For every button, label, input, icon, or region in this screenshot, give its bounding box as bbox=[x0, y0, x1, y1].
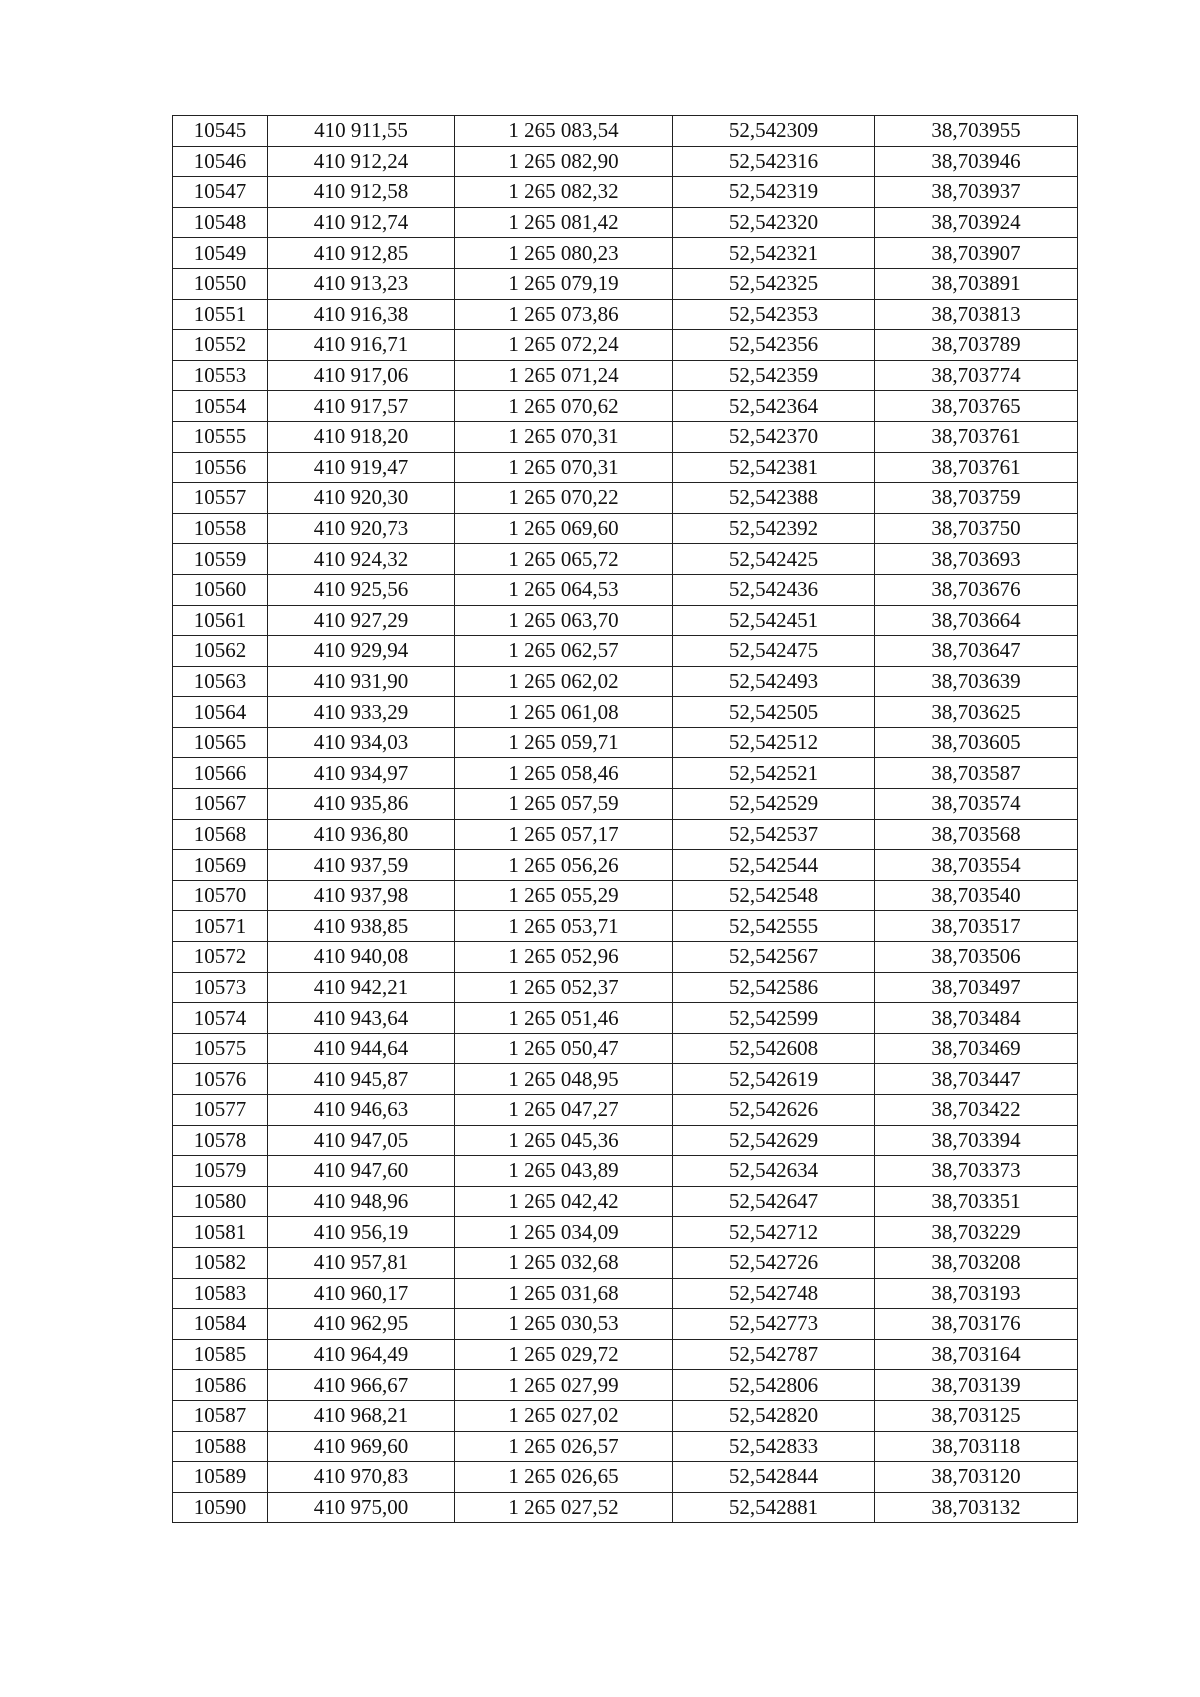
y-coordinate-cell: 1 265 056,26 bbox=[455, 850, 673, 881]
table-row bbox=[173, 299, 1078, 330]
longitude-cell: 38,703937 bbox=[875, 177, 1078, 208]
point-number-cell: 10552 bbox=[173, 330, 268, 361]
longitude-cell: 38,703750 bbox=[875, 513, 1078, 544]
y-coordinate-cell: 1 265 081,42 bbox=[455, 207, 673, 238]
x-coordinate-cell: 410 945,87 bbox=[268, 1064, 455, 1095]
latitude-cell: 52,542475 bbox=[673, 636, 875, 667]
x-coordinate-cell: 410 917,06 bbox=[268, 360, 455, 391]
longitude-cell: 38,703351 bbox=[875, 1186, 1078, 1217]
longitude-cell: 38,703693 bbox=[875, 544, 1078, 575]
point-number-cell: 10549 bbox=[173, 238, 268, 269]
latitude-cell: 52,542353 bbox=[673, 299, 875, 330]
point-number-cell: 10560 bbox=[173, 574, 268, 605]
point-number-cell: 10582 bbox=[173, 1247, 268, 1278]
table-row bbox=[173, 146, 1078, 177]
table-row bbox=[173, 177, 1078, 208]
x-coordinate-cell: 410 933,29 bbox=[268, 697, 455, 728]
point-number-cell: 10548 bbox=[173, 207, 268, 238]
x-coordinate-cell: 410 920,73 bbox=[268, 513, 455, 544]
longitude-cell: 38,703647 bbox=[875, 636, 1078, 667]
x-coordinate-cell: 410 943,64 bbox=[268, 1003, 455, 1034]
point-number-cell: 10554 bbox=[173, 391, 268, 422]
table-row bbox=[173, 483, 1078, 514]
table-row bbox=[173, 666, 1078, 697]
table-row bbox=[173, 452, 1078, 483]
table-row bbox=[173, 789, 1078, 820]
x-coordinate-cell: 410 935,86 bbox=[268, 789, 455, 820]
y-coordinate-cell: 1 265 072,24 bbox=[455, 330, 673, 361]
longitude-cell: 38,703517 bbox=[875, 911, 1078, 942]
table-row bbox=[173, 1095, 1078, 1126]
y-coordinate-cell: 1 265 031,68 bbox=[455, 1278, 673, 1309]
table-row bbox=[173, 574, 1078, 605]
x-coordinate-cell: 410 912,85 bbox=[268, 238, 455, 269]
table-row bbox=[173, 1186, 1078, 1217]
x-coordinate-cell: 410 947,05 bbox=[268, 1125, 455, 1156]
point-number-cell: 10546 bbox=[173, 146, 268, 177]
table-row bbox=[173, 1125, 1078, 1156]
y-coordinate-cell: 1 265 061,08 bbox=[455, 697, 673, 728]
latitude-cell: 52,542544 bbox=[673, 850, 875, 881]
point-number-cell: 10573 bbox=[173, 972, 268, 1003]
table-row bbox=[173, 1370, 1078, 1401]
latitude-cell: 52,542787 bbox=[673, 1339, 875, 1370]
point-number-cell: 10580 bbox=[173, 1186, 268, 1217]
y-coordinate-cell: 1 265 052,37 bbox=[455, 972, 673, 1003]
point-number-cell: 10551 bbox=[173, 299, 268, 330]
y-coordinate-cell: 1 265 026,57 bbox=[455, 1431, 673, 1462]
x-coordinate-cell: 410 940,08 bbox=[268, 942, 455, 973]
point-number-cell: 10558 bbox=[173, 513, 268, 544]
longitude-cell: 38,703506 bbox=[875, 942, 1078, 973]
latitude-cell: 52,542833 bbox=[673, 1431, 875, 1462]
longitude-cell: 38,703422 bbox=[875, 1095, 1078, 1126]
table-row bbox=[173, 1462, 1078, 1493]
point-number-cell: 10545 bbox=[173, 116, 268, 147]
point-number-cell: 10569 bbox=[173, 850, 268, 881]
y-coordinate-cell: 1 265 062,02 bbox=[455, 666, 673, 697]
latitude-cell: 52,542647 bbox=[673, 1186, 875, 1217]
latitude-cell: 52,542521 bbox=[673, 758, 875, 789]
x-coordinate-cell: 410 924,32 bbox=[268, 544, 455, 575]
latitude-cell: 52,542364 bbox=[673, 391, 875, 422]
point-number-cell: 10588 bbox=[173, 1431, 268, 1462]
latitude-cell: 52,542512 bbox=[673, 727, 875, 758]
latitude-cell: 52,542425 bbox=[673, 544, 875, 575]
x-coordinate-cell: 410 975,00 bbox=[268, 1492, 455, 1523]
point-number-cell: 10570 bbox=[173, 880, 268, 911]
y-coordinate-cell: 1 265 050,47 bbox=[455, 1033, 673, 1064]
y-coordinate-cell: 1 265 027,99 bbox=[455, 1370, 673, 1401]
y-coordinate-cell: 1 265 032,68 bbox=[455, 1247, 673, 1278]
latitude-cell: 52,542548 bbox=[673, 880, 875, 911]
x-coordinate-cell: 410 964,49 bbox=[268, 1339, 455, 1370]
longitude-cell: 38,703605 bbox=[875, 727, 1078, 758]
latitude-cell: 52,542586 bbox=[673, 972, 875, 1003]
x-coordinate-cell: 410 970,83 bbox=[268, 1462, 455, 1493]
table-row bbox=[173, 1309, 1078, 1340]
table-row bbox=[173, 1003, 1078, 1034]
point-number-cell: 10555 bbox=[173, 421, 268, 452]
point-number-cell: 10564 bbox=[173, 697, 268, 728]
point-number-cell: 10578 bbox=[173, 1125, 268, 1156]
y-coordinate-cell: 1 265 034,09 bbox=[455, 1217, 673, 1248]
y-coordinate-cell: 1 265 057,59 bbox=[455, 789, 673, 820]
table-row bbox=[173, 972, 1078, 1003]
x-coordinate-cell: 410 942,21 bbox=[268, 972, 455, 1003]
point-number-cell: 10590 bbox=[173, 1492, 268, 1523]
x-coordinate-cell: 410 934,03 bbox=[268, 727, 455, 758]
x-coordinate-cell: 410 916,38 bbox=[268, 299, 455, 330]
longitude-cell: 38,703469 bbox=[875, 1033, 1078, 1064]
y-coordinate-cell: 1 265 057,17 bbox=[455, 819, 673, 850]
latitude-cell: 52,542726 bbox=[673, 1247, 875, 1278]
latitude-cell: 52,542381 bbox=[673, 452, 875, 483]
longitude-cell: 38,703813 bbox=[875, 299, 1078, 330]
latitude-cell: 52,542493 bbox=[673, 666, 875, 697]
table-row bbox=[173, 513, 1078, 544]
longitude-cell: 38,703765 bbox=[875, 391, 1078, 422]
x-coordinate-cell: 410 925,56 bbox=[268, 574, 455, 605]
table-row bbox=[173, 1339, 1078, 1370]
y-coordinate-cell: 1 265 043,89 bbox=[455, 1156, 673, 1187]
latitude-cell: 52,542436 bbox=[673, 574, 875, 605]
longitude-cell: 38,703761 bbox=[875, 452, 1078, 483]
table-row bbox=[173, 636, 1078, 667]
point-number-cell: 10583 bbox=[173, 1278, 268, 1309]
point-number-cell: 10572 bbox=[173, 942, 268, 973]
longitude-cell: 38,703373 bbox=[875, 1156, 1078, 1187]
x-coordinate-cell: 410 969,60 bbox=[268, 1431, 455, 1462]
y-coordinate-cell: 1 265 030,53 bbox=[455, 1309, 673, 1340]
x-coordinate-cell: 410 948,96 bbox=[268, 1186, 455, 1217]
y-coordinate-cell: 1 265 055,29 bbox=[455, 880, 673, 911]
latitude-cell: 52,542320 bbox=[673, 207, 875, 238]
longitude-cell: 38,703568 bbox=[875, 819, 1078, 850]
x-coordinate-cell: 410 920,30 bbox=[268, 483, 455, 514]
y-coordinate-cell: 1 265 047,27 bbox=[455, 1095, 673, 1126]
x-coordinate-cell: 410 966,67 bbox=[268, 1370, 455, 1401]
x-coordinate-cell: 410 919,47 bbox=[268, 452, 455, 483]
latitude-cell: 52,542321 bbox=[673, 238, 875, 269]
longitude-cell: 38,703587 bbox=[875, 758, 1078, 789]
table-row bbox=[173, 544, 1078, 575]
table-row bbox=[173, 911, 1078, 942]
coordinates-table bbox=[172, 115, 1078, 1523]
longitude-cell: 38,703924 bbox=[875, 207, 1078, 238]
point-number-cell: 10585 bbox=[173, 1339, 268, 1370]
longitude-cell: 38,703497 bbox=[875, 972, 1078, 1003]
y-coordinate-cell: 1 265 027,52 bbox=[455, 1492, 673, 1523]
latitude-cell: 52,542325 bbox=[673, 268, 875, 299]
latitude-cell: 52,542748 bbox=[673, 1278, 875, 1309]
x-coordinate-cell: 410 931,90 bbox=[268, 666, 455, 697]
coordinates-table-body bbox=[173, 116, 1078, 1523]
latitude-cell: 52,542555 bbox=[673, 911, 875, 942]
x-coordinate-cell: 410 936,80 bbox=[268, 819, 455, 850]
x-coordinate-cell: 410 912,58 bbox=[268, 177, 455, 208]
table-row bbox=[173, 421, 1078, 452]
latitude-cell: 52,542629 bbox=[673, 1125, 875, 1156]
y-coordinate-cell: 1 265 082,90 bbox=[455, 146, 673, 177]
point-number-cell: 10565 bbox=[173, 727, 268, 758]
y-coordinate-cell: 1 265 083,54 bbox=[455, 116, 673, 147]
longitude-cell: 38,703664 bbox=[875, 605, 1078, 636]
y-coordinate-cell: 1 265 063,70 bbox=[455, 605, 673, 636]
y-coordinate-cell: 1 265 080,23 bbox=[455, 238, 673, 269]
longitude-cell: 38,703759 bbox=[875, 483, 1078, 514]
x-coordinate-cell: 410 927,29 bbox=[268, 605, 455, 636]
table-row bbox=[173, 1278, 1078, 1309]
table-row bbox=[173, 1064, 1078, 1095]
longitude-cell: 38,703639 bbox=[875, 666, 1078, 697]
point-number-cell: 10553 bbox=[173, 360, 268, 391]
y-coordinate-cell: 1 265 070,31 bbox=[455, 452, 673, 483]
table-row bbox=[173, 1431, 1078, 1462]
table-row bbox=[173, 207, 1078, 238]
latitude-cell: 52,542451 bbox=[673, 605, 875, 636]
table-row bbox=[173, 850, 1078, 881]
y-coordinate-cell: 1 265 027,02 bbox=[455, 1400, 673, 1431]
longitude-cell: 38,703229 bbox=[875, 1217, 1078, 1248]
y-coordinate-cell: 1 265 042,42 bbox=[455, 1186, 673, 1217]
table-row bbox=[173, 727, 1078, 758]
x-coordinate-cell: 410 916,71 bbox=[268, 330, 455, 361]
longitude-cell: 38,703761 bbox=[875, 421, 1078, 452]
latitude-cell: 52,542537 bbox=[673, 819, 875, 850]
latitude-cell: 52,542881 bbox=[673, 1492, 875, 1523]
point-number-cell: 10559 bbox=[173, 544, 268, 575]
point-number-cell: 10550 bbox=[173, 268, 268, 299]
table-row bbox=[173, 116, 1078, 147]
table-row bbox=[173, 1217, 1078, 1248]
point-number-cell: 10547 bbox=[173, 177, 268, 208]
longitude-cell: 38,703193 bbox=[875, 1278, 1078, 1309]
y-coordinate-cell: 1 265 079,19 bbox=[455, 268, 673, 299]
point-number-cell: 10563 bbox=[173, 666, 268, 697]
latitude-cell: 52,542319 bbox=[673, 177, 875, 208]
y-coordinate-cell: 1 265 082,32 bbox=[455, 177, 673, 208]
longitude-cell: 38,703789 bbox=[875, 330, 1078, 361]
table-row bbox=[173, 758, 1078, 789]
point-number-cell: 10556 bbox=[173, 452, 268, 483]
longitude-cell: 38,703540 bbox=[875, 880, 1078, 911]
longitude-cell: 38,703139 bbox=[875, 1370, 1078, 1401]
table-row bbox=[173, 391, 1078, 422]
latitude-cell: 52,542359 bbox=[673, 360, 875, 391]
table-row bbox=[173, 1156, 1078, 1187]
longitude-cell: 38,703554 bbox=[875, 850, 1078, 881]
latitude-cell: 52,542619 bbox=[673, 1064, 875, 1095]
latitude-cell: 52,542712 bbox=[673, 1217, 875, 1248]
point-number-cell: 10566 bbox=[173, 758, 268, 789]
longitude-cell: 38,703774 bbox=[875, 360, 1078, 391]
latitude-cell: 52,542356 bbox=[673, 330, 875, 361]
point-number-cell: 10577 bbox=[173, 1095, 268, 1126]
latitude-cell: 52,542599 bbox=[673, 1003, 875, 1034]
y-coordinate-cell: 1 265 073,86 bbox=[455, 299, 673, 330]
y-coordinate-cell: 1 265 059,71 bbox=[455, 727, 673, 758]
x-coordinate-cell: 410 937,98 bbox=[268, 880, 455, 911]
point-number-cell: 10557 bbox=[173, 483, 268, 514]
y-coordinate-cell: 1 265 048,95 bbox=[455, 1064, 673, 1095]
longitude-cell: 38,703574 bbox=[875, 789, 1078, 820]
y-coordinate-cell: 1 265 026,65 bbox=[455, 1462, 673, 1493]
table-row bbox=[173, 605, 1078, 636]
latitude-cell: 52,542773 bbox=[673, 1309, 875, 1340]
point-number-cell: 10575 bbox=[173, 1033, 268, 1064]
table-row bbox=[173, 697, 1078, 728]
x-coordinate-cell: 410 937,59 bbox=[268, 850, 455, 881]
x-coordinate-cell: 410 934,97 bbox=[268, 758, 455, 789]
x-coordinate-cell: 410 947,60 bbox=[268, 1156, 455, 1187]
longitude-cell: 38,703955 bbox=[875, 116, 1078, 147]
latitude-cell: 52,542844 bbox=[673, 1462, 875, 1493]
x-coordinate-cell: 410 911,55 bbox=[268, 116, 455, 147]
table-row bbox=[173, 1400, 1078, 1431]
latitude-cell: 52,542634 bbox=[673, 1156, 875, 1187]
table-row bbox=[173, 880, 1078, 911]
point-number-cell: 10587 bbox=[173, 1400, 268, 1431]
point-number-cell: 10561 bbox=[173, 605, 268, 636]
point-number-cell: 10574 bbox=[173, 1003, 268, 1034]
longitude-cell: 38,703164 bbox=[875, 1339, 1078, 1370]
point-number-cell: 10581 bbox=[173, 1217, 268, 1248]
point-number-cell: 10584 bbox=[173, 1309, 268, 1340]
x-coordinate-cell: 410 956,19 bbox=[268, 1217, 455, 1248]
latitude-cell: 52,542608 bbox=[673, 1033, 875, 1064]
latitude-cell: 52,542392 bbox=[673, 513, 875, 544]
longitude-cell: 38,703118 bbox=[875, 1431, 1078, 1462]
longitude-cell: 38,703132 bbox=[875, 1492, 1078, 1523]
longitude-cell: 38,703125 bbox=[875, 1400, 1078, 1431]
y-coordinate-cell: 1 265 052,96 bbox=[455, 942, 673, 973]
point-number-cell: 10568 bbox=[173, 819, 268, 850]
latitude-cell: 52,542370 bbox=[673, 421, 875, 452]
y-coordinate-cell: 1 265 029,72 bbox=[455, 1339, 673, 1370]
x-coordinate-cell: 410 912,74 bbox=[268, 207, 455, 238]
longitude-cell: 38,703676 bbox=[875, 574, 1078, 605]
point-number-cell: 10576 bbox=[173, 1064, 268, 1095]
latitude-cell: 52,542567 bbox=[673, 942, 875, 973]
latitude-cell: 52,542505 bbox=[673, 697, 875, 728]
table-row bbox=[173, 1033, 1078, 1064]
point-number-cell: 10579 bbox=[173, 1156, 268, 1187]
longitude-cell: 38,703907 bbox=[875, 238, 1078, 269]
x-coordinate-cell: 410 929,94 bbox=[268, 636, 455, 667]
x-coordinate-cell: 410 938,85 bbox=[268, 911, 455, 942]
y-coordinate-cell: 1 265 065,72 bbox=[455, 544, 673, 575]
point-number-cell: 10586 bbox=[173, 1370, 268, 1401]
y-coordinate-cell: 1 265 070,31 bbox=[455, 421, 673, 452]
longitude-cell: 38,703208 bbox=[875, 1247, 1078, 1278]
y-coordinate-cell: 1 265 070,62 bbox=[455, 391, 673, 422]
x-coordinate-cell: 410 962,95 bbox=[268, 1309, 455, 1340]
y-coordinate-cell: 1 265 051,46 bbox=[455, 1003, 673, 1034]
latitude-cell: 52,542626 bbox=[673, 1095, 875, 1126]
longitude-cell: 38,703394 bbox=[875, 1125, 1078, 1156]
latitude-cell: 52,542388 bbox=[673, 483, 875, 514]
table-row bbox=[173, 268, 1078, 299]
table-row bbox=[173, 360, 1078, 391]
longitude-cell: 38,703120 bbox=[875, 1462, 1078, 1493]
y-coordinate-cell: 1 265 064,53 bbox=[455, 574, 673, 605]
table-row bbox=[173, 1247, 1078, 1278]
point-number-cell: 10562 bbox=[173, 636, 268, 667]
x-coordinate-cell: 410 912,24 bbox=[268, 146, 455, 177]
x-coordinate-cell: 410 918,20 bbox=[268, 421, 455, 452]
y-coordinate-cell: 1 265 053,71 bbox=[455, 911, 673, 942]
table-row bbox=[173, 1492, 1078, 1523]
table-row bbox=[173, 819, 1078, 850]
x-coordinate-cell: 410 968,21 bbox=[268, 1400, 455, 1431]
table-row bbox=[173, 238, 1078, 269]
longitude-cell: 38,703946 bbox=[875, 146, 1078, 177]
x-coordinate-cell: 410 944,64 bbox=[268, 1033, 455, 1064]
x-coordinate-cell: 410 957,81 bbox=[268, 1247, 455, 1278]
y-coordinate-cell: 1 265 069,60 bbox=[455, 513, 673, 544]
latitude-cell: 52,542309 bbox=[673, 116, 875, 147]
point-number-cell: 10589 bbox=[173, 1462, 268, 1493]
point-number-cell: 10571 bbox=[173, 911, 268, 942]
longitude-cell: 38,703176 bbox=[875, 1309, 1078, 1340]
y-coordinate-cell: 1 265 071,24 bbox=[455, 360, 673, 391]
y-coordinate-cell: 1 265 058,46 bbox=[455, 758, 673, 789]
longitude-cell: 38,703484 bbox=[875, 1003, 1078, 1034]
latitude-cell: 52,542316 bbox=[673, 146, 875, 177]
latitude-cell: 52,542820 bbox=[673, 1400, 875, 1431]
y-coordinate-cell: 1 265 070,22 bbox=[455, 483, 673, 514]
table-row bbox=[173, 942, 1078, 973]
table-row bbox=[173, 330, 1078, 361]
latitude-cell: 52,542529 bbox=[673, 789, 875, 820]
point-number-cell: 10567 bbox=[173, 789, 268, 820]
latitude-cell: 52,542806 bbox=[673, 1370, 875, 1401]
longitude-cell: 38,703447 bbox=[875, 1064, 1078, 1095]
x-coordinate-cell: 410 917,57 bbox=[268, 391, 455, 422]
x-coordinate-cell: 410 960,17 bbox=[268, 1278, 455, 1309]
x-coordinate-cell: 410 913,23 bbox=[268, 268, 455, 299]
y-coordinate-cell: 1 265 062,57 bbox=[455, 636, 673, 667]
y-coordinate-cell: 1 265 045,36 bbox=[455, 1125, 673, 1156]
x-coordinate-cell: 410 946,63 bbox=[268, 1095, 455, 1126]
longitude-cell: 38,703625 bbox=[875, 697, 1078, 728]
longitude-cell: 38,703891 bbox=[875, 268, 1078, 299]
